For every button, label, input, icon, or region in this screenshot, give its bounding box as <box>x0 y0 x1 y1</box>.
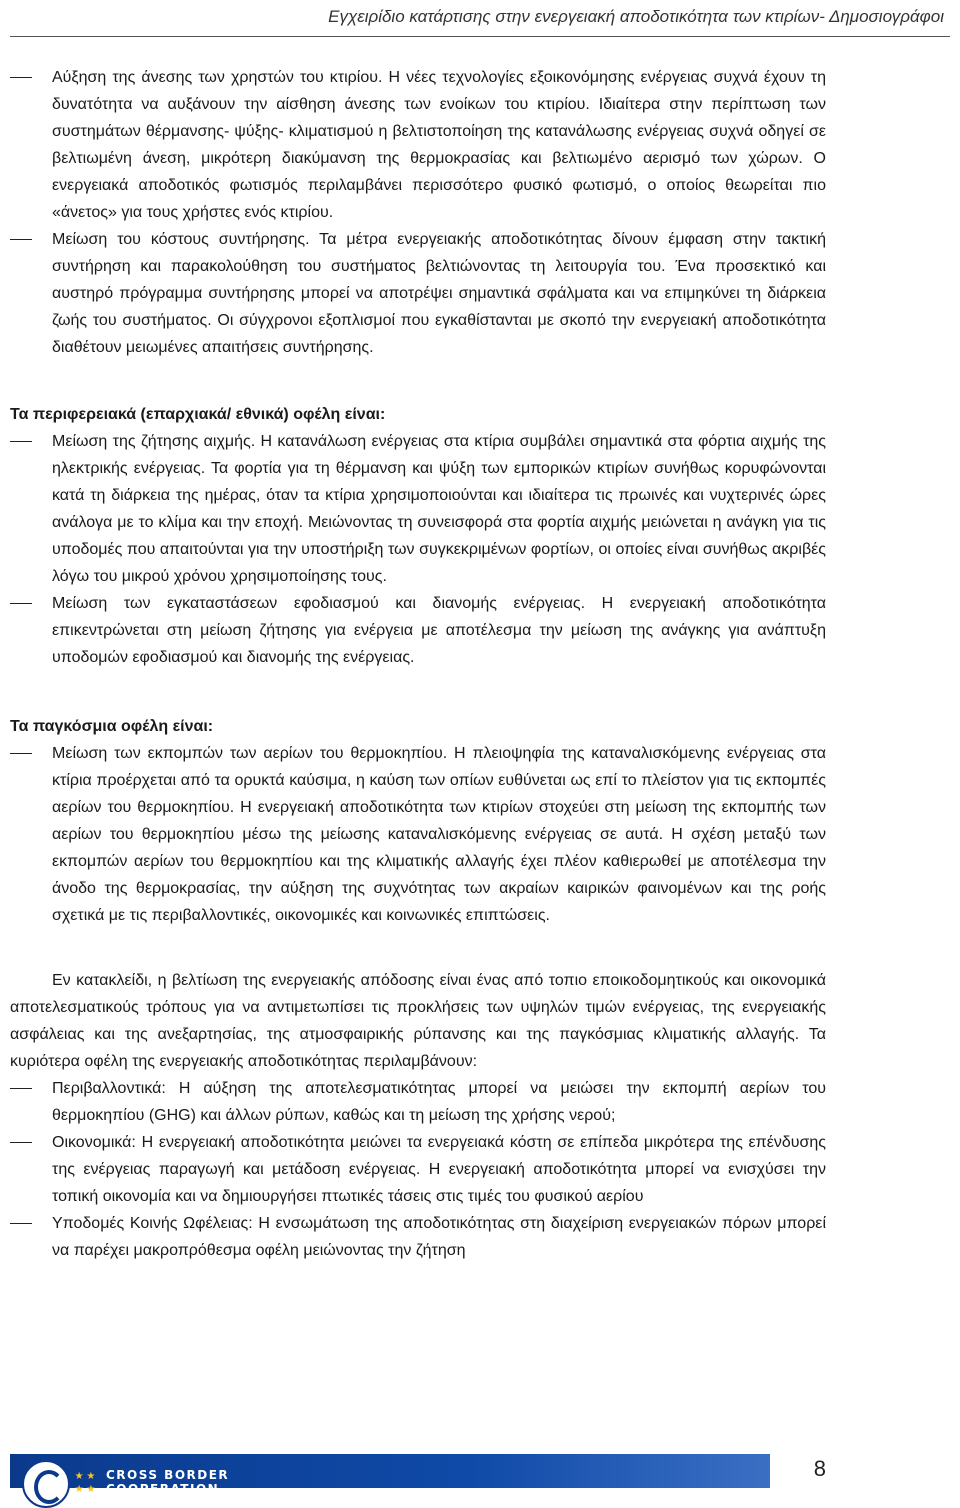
programme-emblem-icon <box>22 1460 70 1508</box>
document-title: Εγχειρίδιο κατάρτισης στην ενεργειακή αποδοτικότητα των κτιρίων- Δημοσιογράφοι <box>328 7 944 26</box>
list-item <box>10 64 826 226</box>
list-item <box>10 226 826 361</box>
list-item <box>10 1075 826 1129</box>
footer-banner <box>10 1454 770 1496</box>
list-item-text: Μείωση των εγκαταστάσεων εφοδιασμού και διανομής ενέργειας. Η ενεργειακή αποδοτικότητα επικεντρώνεται στη μείωση ζήτησης για ενέργεια με αποτέλεσμα την μείωση της ανάγκης για ανάπτυξη υποδομών εφοδιασμού και διανομής της ενέργειας. <box>52 595 826 666</box>
list-item-text: Μείωση της ζήτησης αιχμής. Η κατανάλωση ενέργειας στα κτίρια συμβάλει σημαντικά στα φόρτια αιχμής της ηλεκτρικής ενέργειας. Τα φορτία για τη θέρμανση και ψύξη των εμπορικών κτιρίων συνήθως κορυφώνονται κατά τη διάρκεια της ημέρας, όταν τα κτίρια χρησιμοποιούνται και ιδιαίτερα τις πρωινές και νυχτερινές ώρες ανάλογα με το κλίμα και την εποχή. Μειώνοντας τη συνεισφορά στα φορτία αιχμής μειώνεται η ανάγκη για τις υποδομές που απαιτούνται για την υποστήριξη των συγκεκριμένων φορτίων, οι οποίες είναι συνήθως ακριβές λόγω του μικρού χρόνου χρησιμοποίησης τους. <box>52 433 826 585</box>
list-item <box>10 1129 826 1210</box>
list-item-text: Περιβαλλοντικά: Η αύξηση της αποτελεσματικότητας μπορεί να μειώσει την εκπομπή αερίων του θερμοκηπίου (GHG) και άλλων ρύπων, καθώς και τη μείωση της χρήσης νερού; <box>52 1080 826 1124</box>
list-item <box>10 590 826 671</box>
list-item-text: Οικονομικά: Η ενεργειακή αποδοτικότητα μειώνει τα ενεργειακά κόστη σε επίπεδα μικρότερα της επένδυσης της ενέργειας παραγωγή και μετάδοση ενέργειας. Η ενεργειακή αποδοτικότητα μπορεί να ενισχύσει την τοπική οικονομία και να δημιουργήσει πτωτικές τάσεις στις τιμές του φυσικού αερίου <box>52 1134 826 1205</box>
list-item-text: Μείωση των εκπομπών των αερίων του θερμοκηπίου. Η πλειοψηφία της καταναλισκόμενης ενέργειας στα κτίρια προέρχεται από τα ορυκτά καύσιμα, η καύση των οπίων ευθύνεται ως επί το πλείστον για τις εκπομπές αερίων του θερμοκηπίου. Η ενεργειακή αποδοτικότητα των κτιρίων στοχεύει στη μείωση της εκπομπής των αερίων του θερμοκηπίου μέσω της μείωσης καταναλισκόμενης ενέργειας σε αυτά. Η σχέση μεταξύ των εκπομπών αερίων του θερμοκηπίου και της κλιματικής αλλαγής έχει πλέον καθιερωθεί με αποτέλεσμα την άνοδο της θερμοκρασίας, την αύξηση της συχνότητας των ακραίων καιρικών φαινομένων και της ροής σχετικά με τις περιβαλλοντικές, οικονομικές και κοινωνικές επιπτώσεις. <box>52 745 826 924</box>
list-item-text: Αύξηση της άνεσης των χρηστών του κτιρίου. Η νέες τεχνολογίες εξοικονόμησης ενέργειας συχνά έχουν τη δυνατότητα να αυξάνουν την αίσθηση άνεσης των ενοίκων του κτιρίου. Ιδιαίτερα στην περίπτωση των συστημάτων θέρμανσης- ψύξης- κλιματισμού η βελτιστοποίηση της κατανάλωσης ενέργειας συχνά οδηγεί σε βελτιωμένη άνεση, μικρότερη διακύμανση της θερμοκρασίας και βελτιωμένο αερισμό των χώρων. Ο ενεργειακά αποδοτικός φωτισμός περιλαμβάνει περισσότερο φυσικό φωτισμό, ο οποίος θεωρείται πιο «άνετος» για τους χρήστες ενός κτιρίου. <box>52 69 826 221</box>
list-item <box>10 740 826 929</box>
list-item-text: Υποδομές Κοινής Ωφέλειας: Η ενσωμάτωση της αποδοτικότητας στη διαχείριση ενεργειακών πόρων μπορεί να παρέχει μακροπρόθεσμα οφέλη μειώνοντας την ζήτηση <box>52 1215 826 1259</box>
running-header <box>0 0 944 44</box>
eu-stars-icon: ★ ★ ★ ★ <box>74 1471 96 1495</box>
page-number: 8 <box>813 1456 826 1481</box>
footer-logo-text: CROSS BORDER COOPERATION <box>106 1468 230 1496</box>
section-heading-regional: Τα περιφερειακά (επαρχιακά/ εθνικά) οφέλη είναι: <box>10 406 386 423</box>
list-item-text: Μείωση του κόστους συντήρησης. Τα μέτρα ενεργειακής αποδοτικότητας δίνουν έμφαση στην τακτική συντήρηση και παρακολούθηση του συστήματος βελτιώνοντας τη λειτουργία του. Ένα προσεκτικό και αυστηρό πρόγραμμα συντήρησης μπορεί να αποτρέψει σημαντικά σφάλματα και να επιμηκύνει τη διάρκεια ζωής του συστήματος. Οι σύγχρονοι εξοπλισμοί που εγκαθίστανται με σκοπό την ενεργειακή αποδοτικότητα διαθέτουν μειωμένες απαιτήσεις συντήρησης. <box>52 231 826 356</box>
page-footer <box>0 1442 960 1500</box>
list-item <box>10 428 826 590</box>
page-body <box>10 64 826 1264</box>
list-item <box>10 1210 826 1264</box>
header-divider <box>10 36 950 37</box>
section-heading-global: Τα παγκόσμια οφέλη είναι: <box>10 718 214 735</box>
conclusion-paragraph: Εν κατακλείδι, η βελτίωση της ενεργειακής απόδοσης είναι ένας από τοπιο εποικοδομητικούς και οικονομικά αποτελεσματικούς τρόπους για να αντιμετωπίσει τις προκλήσεις των υψηλών τιμών ενέργειας, της ενεργειακής ασφάλειας και της ανεξαρτησίας, της ατμοσφαιρικής ρύπανσης και της παγκόσμιας κλιματικής αλλαγής. Τα κυριότερα οφέλη της ενεργειακής αποδοτικότητας περιλαμβάνουν: <box>10 972 826 1070</box>
